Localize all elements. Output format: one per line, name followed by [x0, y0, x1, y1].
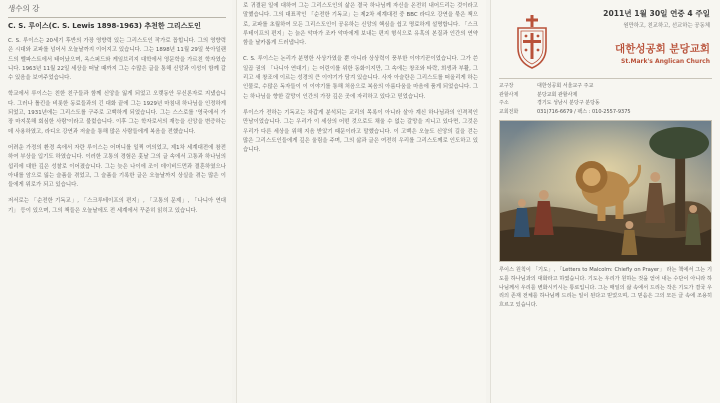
- contact-label: 관할사제: [499, 91, 519, 98]
- contact-label: 주소: [499, 100, 509, 107]
- article-paragraph: 학교에서 루이스는 친한 친구들과 함께 신앙을 잃게 되었고 오랫동안 무신론자로 지냈습니다. 그러나 톨킨을 비롯한 동료들과의 긴 대화 끝에 그는 1929년 마침내 하나님을 인정하게 되었고, 1931년에는 그리스도를 구주로 고백하게 되었습니다. 그는 스스로를 '영국에서 가장 마지못해 회심한 사람'이라고 불렀습니다. 이후 그는 학자로서의 재능을 신앙을 변증하는 데 사용하였고, 라디오 강연과 저술을 통해 많은 사람들에게 복음을 전했습니다.: [8, 91, 226, 135]
- article-paragraph: C. S. 루이스는 20세기 후반의 가장 영향력 있는 그리스도인 작가로 꼽힙니다. 그의 영향력은 시대와 교파를 넘어서 오늘날까지 이어지고 있습니다. 그는 1898년 11월 29일 북아일랜드의 벨파스트에서 태어났으며, 옥스퍼드와 케임브리지 대학에서 영문학을 가르친 학자였습니다. 1963년 11월 22일 세상을 떠날 때까지 그는 수많은 글을 통해 신앙과 이성이 함께 갈 수 있음을 보여주었습니다.: [8, 38, 226, 82]
- contact-row: [499, 99, 712, 108]
- church-crest-icon: [515, 14, 549, 70]
- article-paragraph: 저서로는 「순전한 기독교」, 「스크루테이프의 편지」, 「고통의 문제」, 「나니아 연대기」 등이 있으며, 그의 책들은 오늘날에도 전 세계에서 꾸준히 읽히고 있습니다.: [8, 198, 226, 214]
- contact-label: 교구장: [499, 83, 514, 89]
- article-paragraph: 루이스가 전하는 기독교는 차갑게 분석되는 교리의 목록이 아니라 살아 계신 하나님과의 인격적인 만남이었습니다. 그는 우리가 이 세상의 어떤 것으로도 채울 수 없는 갈망을 지니고 있다면, 그것은 우리가 다른 세상을 위해 지음 받았기 때문이라고 말했습니다. 이 고백은 오늘도 신앙의 길을 걷는 많은 그리스도인들에게 깊은 울림을 주며, 그의 삶과 글은 여전히 우리를 그리스도께로 인도하고 있습니다.: [243, 109, 478, 154]
- article-column-1: [0, 0, 232, 403]
- contact-value: 031)716-6679 / 팩스 : 010-2557-9375: [537, 108, 631, 115]
- article-column-2: [236, 0, 486, 403]
- contact-label: 교회전화: [499, 108, 519, 115]
- church-motto: 원만하고, 친교하고, 선교하는 공동체: [623, 23, 710, 29]
- painting-caption: 루이스 원칙이 「기도」, 「Letters to Malcolm: Chiefly on Prayer」 라는 책에서 그는 기도를 하나님과의 대화라고 하였습니다. 기도는 우리가 원하는 것을 얻어 내는 수단이 아니라 하나님께서 우리를 변화시키시는 통로입니다. 그는 매일의 삶 속에서 드리는 작은 기도가 결국 우리의 존재 전체를 하나님께 드리는 일이 된다고 믿었으며, 그 믿음은 그의 모든 글 속에 조용히 흐르고 있습니다.: [499, 267, 712, 308]
- contact-row: [499, 82, 712, 91]
- article-paragraph: 어려운 가정의 환경 속에서 자란 루이스는 어머니를 일찍 여의었고, 제1차 세계대전에 참전하여 부상을 입기도 하였습니다. 이러한 고통의 경험은 훗날 그의 글 속에서 고통과 하나님의 섭리에 대한 깊은 성찰로 이어졌습니다. 그는 늦은 나이에 조이 데이비드먼과 결혼하였으나 아내를 암으로 잃는 슬픔을 겪었고, 그 슬픔을 기록한 글은 오늘날까지 상실을 겪는 많은 이들에게 위로가 되고 있습니다.: [8, 144, 226, 189]
- contact-row: [499, 108, 712, 117]
- contact-info: [499, 78, 712, 116]
- bulletin-title-block: [549, 9, 712, 65]
- contact-row: [499, 91, 712, 100]
- divider: [8, 17, 226, 18]
- church-name-korean: 대한성공회 분당교회: [615, 43, 710, 55]
- narnia-painting: [499, 120, 712, 262]
- church-name-english: St.Mark's Anglican Church: [621, 58, 710, 65]
- service-date: 2011년 1월 30일 연중 4 주일: [603, 9, 710, 18]
- contact-value: 경기도 성남시 분당구 분당동: [537, 100, 600, 107]
- painting-illustration: [500, 121, 711, 261]
- bulletin-cover: [490, 0, 720, 403]
- article-paragraph: C. S. 루이스는 논리가 분명한 사상가였을 뿐 아니라 상상력이 풍부한 이야기꾼이었습니다. 그가 쓴 일곱 권의 「나니아 연대기」는 어린이를 위한 동화이지만, 그 속에는 창조와 타락, 희생과 부활, 그리고 새 창조에 이르는 성경의 큰 이야기가 담겨 있습니다. 사자 아슬란은 그리스도를 떠올리게 하는 인물로, 수많은 독자들이 이 이야기를 통해 처음으로 복음의 아름다움을 마음에 품게 되었습니다. 그는 하나님을 향한 갈망이 인간의 가장 깊은 곳에 자리하고 있다고 믿었습니다.: [243, 56, 478, 100]
- contact-value: 분당교회 관할사제: [537, 91, 578, 98]
- article-title: C. S. 루이스(C. S. Lewis 1898-1963) 추천한 그리스도인: [8, 22, 201, 30]
- article-paragraph: 로 귀결된 일에 대하여 그는 그리스도인의 삶은 결국 하나님께 자신을 온전히 내어드리는 것이라고 말했습니다. 그의 대표작인 「순전한 기독교」는 제2차 세계대전 중 BBC 라디오 강연을 묶은 책으로, 교파를 초월하여 모든 그리스도인이 공유하는 신앙의 핵심을 쉽고 명료하게 설명합니다. 「스크루테이프의 편지」는 늙은 악마가 조카 악마에게 보내는 편지 형식으로 유혹의 본질과 인간의 연약함을 날카롭게 드러냅니다.: [243, 3, 478, 47]
- bulletin-header: [499, 9, 712, 70]
- contact-value: 대한성공회 서울교구 주교: [537, 83, 594, 89]
- section-label: 생수의 강: [8, 4, 40, 13]
